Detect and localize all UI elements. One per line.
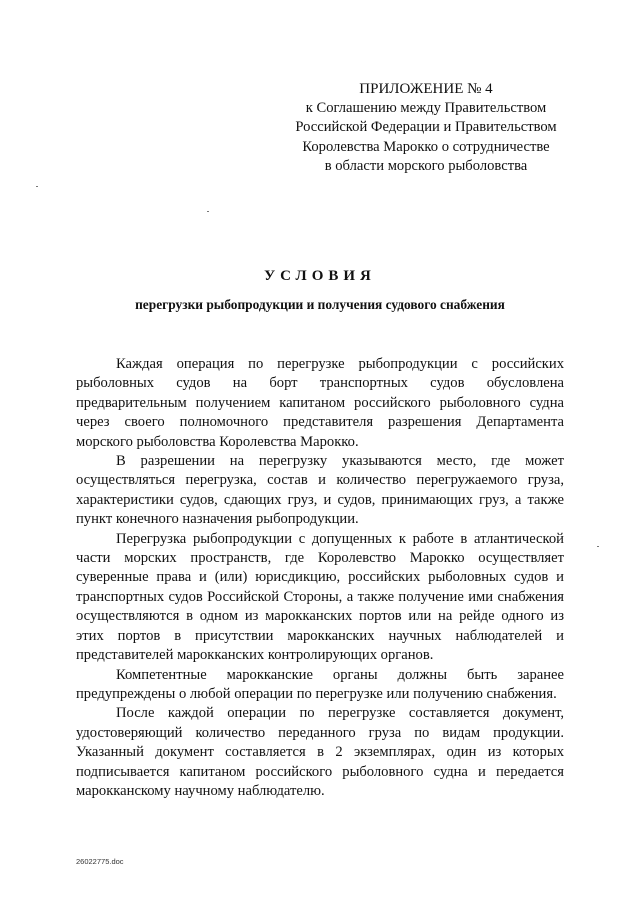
annex-line: Российской Федерации и Правительством bbox=[295, 119, 557, 136]
paragraph: В разрешении на перегрузку указываются место, где может осуществляться перегрузка, состав и количество перегружаемого груза, характеристики судов, сдающих груз, и судов, принимающих груз, а также пункт конечного назначения рыбопродукции. bbox=[76, 453, 564, 528]
paragraph: Компетентные марокканские органы должны быть заранее предупреждены о любой операции по перегрузке или получению снабжения. bbox=[76, 666, 564, 702]
annex-line: Королевства Марокко о сотрудничестве bbox=[302, 138, 550, 155]
annex-block bbox=[278, 80, 574, 176]
document-subtitle: перегрузки рыбопродукции и получения судового снабжения bbox=[135, 297, 505, 312]
paragraph: Каждая операция по перегрузке рыбопродукции с российских рыболовных судов на борт транспортных судов обусловлена предварительным получением капитаном российского рыболовного судна через своего полномочного представителя разрешения Департамента морского рыболовства Королевства Марокко. bbox=[76, 356, 564, 450]
paragraph: Перегрузка рыбопродукции с допущенных к работе в атлантической части морских пространств, где Королевство Марокко осуществляет суверенные права и (или) юрисдикцию, российских рыболовных судов и транспортных судов Российской Стороны, а также получение ими снабжения осуществляются в одном из марокканских портов или на рейде одного из этих портов в присутствии марокканских научных наблюдателей и представителей марокканских контролирующих органов. bbox=[76, 530, 564, 664]
scan-speck bbox=[36, 186, 38, 187]
scan-speck bbox=[207, 211, 209, 212]
document-body bbox=[76, 355, 564, 801]
annex-title: ПРИЛОЖЕНИЕ № 4 bbox=[359, 81, 493, 97]
file-code: 26022775.doc bbox=[76, 857, 124, 866]
scan-speck bbox=[597, 546, 599, 547]
document-title: УСЛОВИЯ bbox=[264, 268, 376, 284]
annex-line: в области морского рыболовства bbox=[324, 157, 528, 174]
paragraph: После каждой операции по перегрузке составляется документ, удостоверяющий количество переданного груза по видам продукции. Указанный документ составляется в 2 экземплярах, один из которых подписывается капитаном российского рыболовного судна и передается марокканскому научному наблюдателю. bbox=[76, 705, 564, 799]
annex-line: к Соглашению между Правительством bbox=[305, 100, 547, 117]
